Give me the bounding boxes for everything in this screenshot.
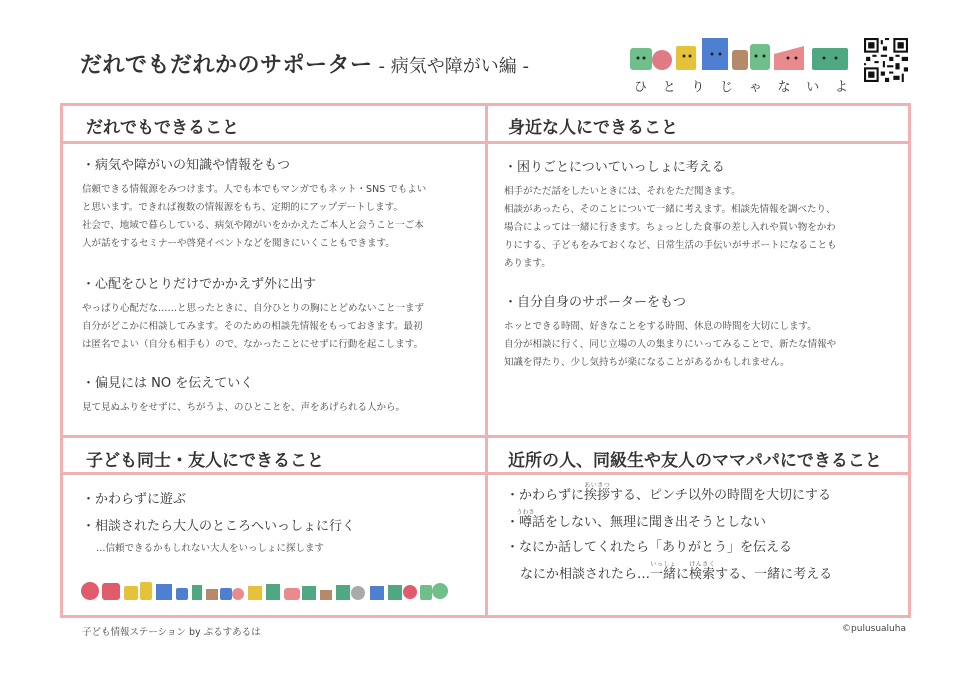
list-text: する、ピンチ以外の時間を大切にする: [610, 488, 832, 503]
paragraph-share-worry: [82, 300, 482, 354]
ruby-reading: いっしょ: [650, 561, 677, 568]
list-text: なにか相談されたら…: [520, 567, 651, 582]
logo-letter: り: [691, 80, 705, 95]
paragraph-line: と思います。できれば複数の情報源をもち、定期的にアップデートします。: [82, 202, 403, 213]
bullet-knowledge: ・病気や障がいの知識や情報をもつ: [82, 158, 291, 173]
logo-letter: と: [662, 80, 676, 95]
bullet-think-together: ・困りごとについていっしょに考える: [504, 160, 725, 175]
paragraph-line: 自分が相談に行く、同じ立場の人の集まりにいってみることで、新たな情報や: [504, 339, 837, 350]
ruby-reading: うわさ: [516, 509, 535, 516]
ruby-base: 挨拶: [584, 488, 611, 503]
paragraph-line: 信頼できる情報源をみつけます。人でも本でもマンガでもネット・SNS でもよい: [82, 184, 427, 195]
list-text: ・: [506, 515, 520, 530]
kids-note: …信頼できるかもしれない大人をいっしょに探します: [96, 543, 325, 554]
logo-letter: よ: [834, 80, 848, 95]
ruby-reading: あいさつ: [584, 482, 611, 489]
logo-letter: ひ: [634, 80, 648, 95]
logo-letter: い: [806, 80, 820, 95]
list-text: ・かわらずに: [506, 488, 585, 503]
bullet-own-supporter: ・自分自身のサポーターをもつ: [504, 295, 687, 310]
ruby-reading: けんさく: [689, 561, 716, 568]
section-heading-close: 身近な人にできること: [508, 118, 678, 138]
list-item: ・なにか話してくれたら「ありがとう」を伝える: [506, 540, 793, 555]
paragraph-line: 知識を得たり、少し気持ちが楽になることがあるかもしれません。: [504, 357, 790, 368]
logo-letter: ゃ: [748, 80, 762, 95]
logo-letters: [628, 76, 854, 95]
bullet-share-worry: ・心配をひとりだけでかかえず外に出す: [82, 277, 317, 292]
paragraph-say-no: [82, 399, 482, 417]
paragraph-line: 相手がただ話をしたいときには、それをただ聞きます。: [504, 186, 741, 197]
paragraph-line: ホッとできる時間、好きなことをする時間、休息の時間を大切にします。: [504, 321, 817, 332]
section-kids: [82, 488, 482, 554]
title-sub: - 病気や障がい編 -: [378, 56, 529, 77]
section-neighbors: [506, 482, 906, 588]
ruby-word: [584, 482, 611, 503]
list-text: 話をしない、無理に聞き出そうとしない: [532, 515, 767, 530]
heading-divider-bottom: [60, 472, 911, 475]
paragraph-line: 場合によっては一緒に行きます。ちょっとした食事の差し入れや買い物をかわ: [504, 222, 836, 233]
hitorijanaiyo-logo: [628, 36, 854, 95]
section-heading-anyone: だれでもできること: [86, 118, 239, 138]
grid-divider-vertical: [485, 103, 488, 618]
ruby-base: 噂: [516, 515, 535, 530]
paragraph-own-supporter: [504, 318, 904, 372]
logo-letter: じ: [720, 80, 734, 95]
title-main: だれでもだれかのサポーター: [80, 53, 373, 78]
section-anyone: [82, 154, 482, 417]
list-text: する、一緒に考える: [715, 567, 833, 582]
list-item: [506, 482, 906, 503]
paragraph-line: 人が話をするセミナーや啓発イベントなどを聞きにいくこともできます。: [82, 238, 395, 249]
paragraph-line: やっぱり心配だな……と思ったときに、自分ひとりの胸にとどめないこと一まず: [82, 303, 425, 314]
list-item: [506, 509, 906, 530]
list-item: ・相談されたら大人のところへいっしょに行く: [82, 519, 356, 534]
paragraph-line: 社会で、地域で暮らしている、病気や障がいをかかえたご本人と会うこと一ご本: [82, 220, 424, 231]
paragraph-line: 自分がどこかに相談してみます。そのための相談先情報をもっておきます。最初: [82, 321, 423, 332]
paragraph-line: あります。: [504, 258, 551, 269]
paragraph-knowledge: [82, 181, 482, 253]
ruby-word: [650, 561, 677, 582]
ruby-word: [689, 561, 716, 582]
page-title: [80, 48, 529, 79]
paragraph-line: 見て見ぬふりをせずに、ちがうよ、のひとことを、声をあげられる人から。: [82, 402, 406, 413]
paragraph-line: りにする、子どもをみておくなど、日常生活の手伝いがサポートになることも: [504, 240, 837, 251]
list-item: ・かわらずに遊ぶ: [82, 492, 187, 507]
paragraph-line: 相談があったら、そのことについて一緒に考えます。相談先情報を調べたり、: [504, 204, 836, 215]
bullet-say-no: ・偏見には NO を伝えていく: [82, 376, 254, 391]
logo-letter: な: [777, 80, 791, 95]
section-heading-neighbors: 近所の人、同級生や友人のママパパにできること: [508, 451, 882, 471]
qr-code[interactable]: [864, 38, 908, 82]
heading-divider-top: [60, 141, 911, 144]
paragraph-line: は匿名でよい（自分も相手も）ので、なかったことにせずに行動を起こします。: [82, 339, 424, 350]
ruby-base: 一緒: [650, 567, 677, 582]
section-heading-kids: 子ども同士・友人にできること: [86, 451, 324, 471]
footer-copyright: ©pulusualuha: [842, 624, 906, 634]
section-close: [504, 156, 904, 372]
list-item: [520, 561, 906, 582]
list-text: に: [676, 567, 690, 582]
footer-credit: 子ども情報ステーション by ぷるすあるは: [82, 627, 261, 638]
paragraph-think-together: [504, 183, 904, 273]
ruby-base: 検索: [689, 567, 716, 582]
character-row-illustration: [80, 576, 450, 604]
grid-divider-horizontal: [60, 435, 911, 438]
character-blocks-illustration: [628, 36, 854, 72]
ruby-word: [516, 509, 535, 530]
